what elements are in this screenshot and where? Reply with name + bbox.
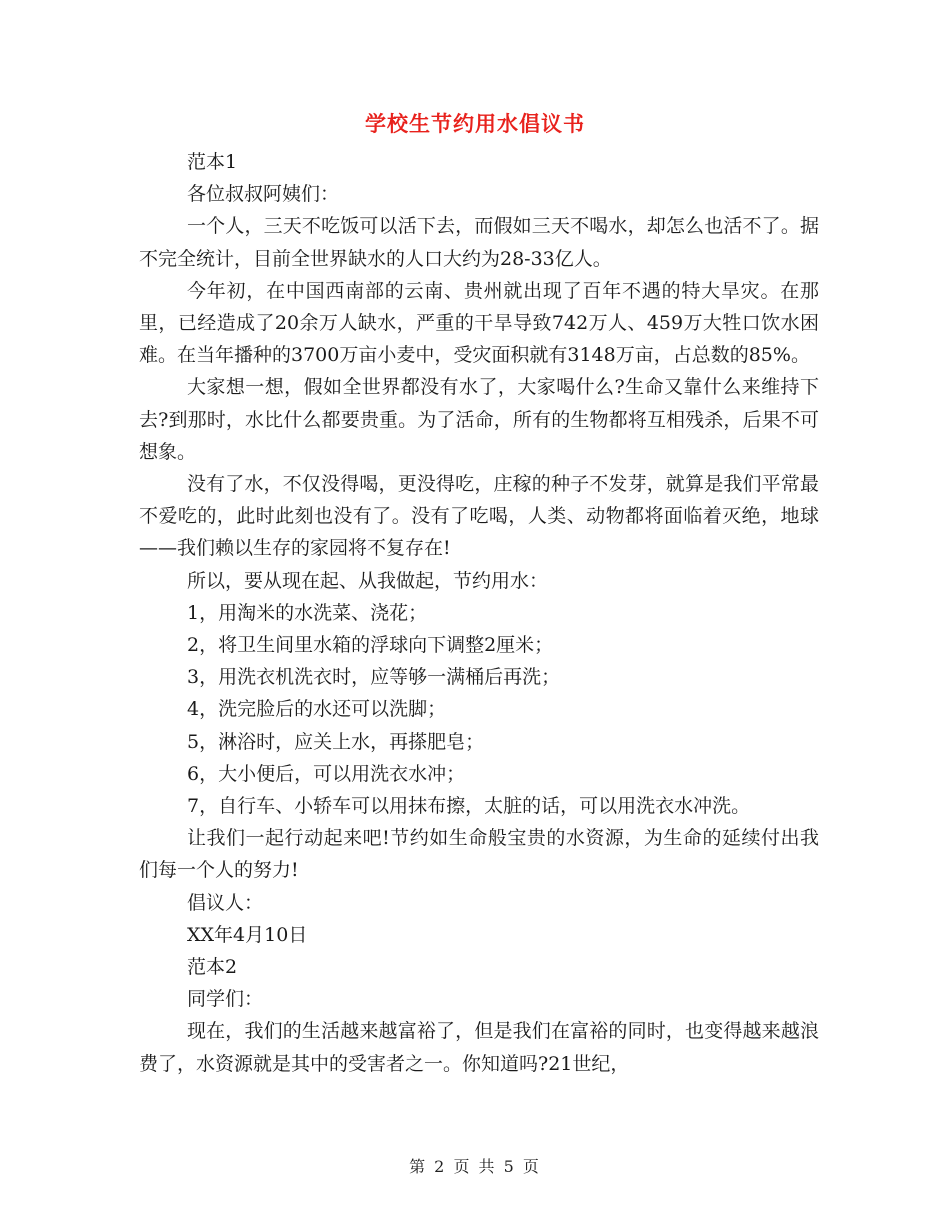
paragraph-intro: 一个人，三天不吃饭可以活下去，而假如三天不喝水，却怎么也活不了。据不完全统计，目前全世界缺水的人口大约为28-33亿人。 xyxy=(139,215,819,270)
paragraph-date: XX年4月10日 xyxy=(187,923,308,946)
paragraph-drought: 今年初，在中国西南部的云南、贵州就出现了百年不遇的特大旱灾。在那里，已经造成了20余万人缺水，严重的干旱导致742万人、459万大牲口饮水困难。在当年播种的3700万亩小麦中，受灾面积就有3148万亩，占总数的85%。 xyxy=(139,279,819,367)
list-item: 1，用淘米的水洗菜、浇花； xyxy=(187,601,428,624)
list-item: 5，淋浴时，应关上水，再搽肥皂； xyxy=(187,730,485,753)
list-item: 7，自行车、小轿车可以用抹布擦，太脏的话，可以用洗衣水冲洗。 xyxy=(187,795,751,818)
paragraph-sample-2-label: 范本2 xyxy=(187,956,238,979)
document-body xyxy=(139,146,819,1080)
list-item: 2，将卫生间里水箱的浮球向下调整2厘米； xyxy=(187,634,554,657)
list-item: 3，用洗衣机洗衣时，应等够一满桶后再洗； xyxy=(187,666,561,689)
paragraph-sample-2-intro: 现在，我们的生活越来越富裕了，但是我们在富裕的同时，也变得越来越浪费了，水资源就是其中的受害者之一。你知道吗?21世纪， xyxy=(139,1020,819,1075)
page-footer: 第 2 页 共 5 页 xyxy=(409,1157,541,1176)
list-item: 4，洗完脸后的水还可以洗脚； xyxy=(187,698,447,721)
paragraph-imagine: 大家想一想，假如全世界都没有水了，大家喝什么?生命又靠什么来维持下去?到那时，水比什么都要贵重。为了活命，所有的生物都将互相残杀，后果不可想象。 xyxy=(139,376,819,463)
paragraph-sample-1-label: 范本1 xyxy=(187,151,238,173)
list-item: 6，大小便后，可以用洗衣水冲； xyxy=(187,762,466,785)
paragraph-salutation-2: 同学们： xyxy=(187,988,264,1011)
paragraph-signer: 倡议人： xyxy=(187,891,264,914)
document-title: 学校生节约用水倡议书 xyxy=(365,111,585,136)
paragraph-closing: 让我们一起行动起来吧!节约如生命般宝贵的水资源，为生命的延续付出我们每一个人的努力! xyxy=(139,827,819,882)
paragraph-no-water: 没有了水，不仅没得喝，更没得吃，庄稼的种子不发芽，就算是我们平常最不爱吃的，此时此刻也没有了。没有了吃喝，人类、动物都将面临着灭绝，地球——我们赖以生存的家园将不复存在! xyxy=(139,473,819,560)
paragraph-call-to-action: 所以，要从现在起、从我做起，节约用水： xyxy=(187,569,549,592)
paragraph-salutation: 各位叔叔阿姨们： xyxy=(187,183,340,206)
